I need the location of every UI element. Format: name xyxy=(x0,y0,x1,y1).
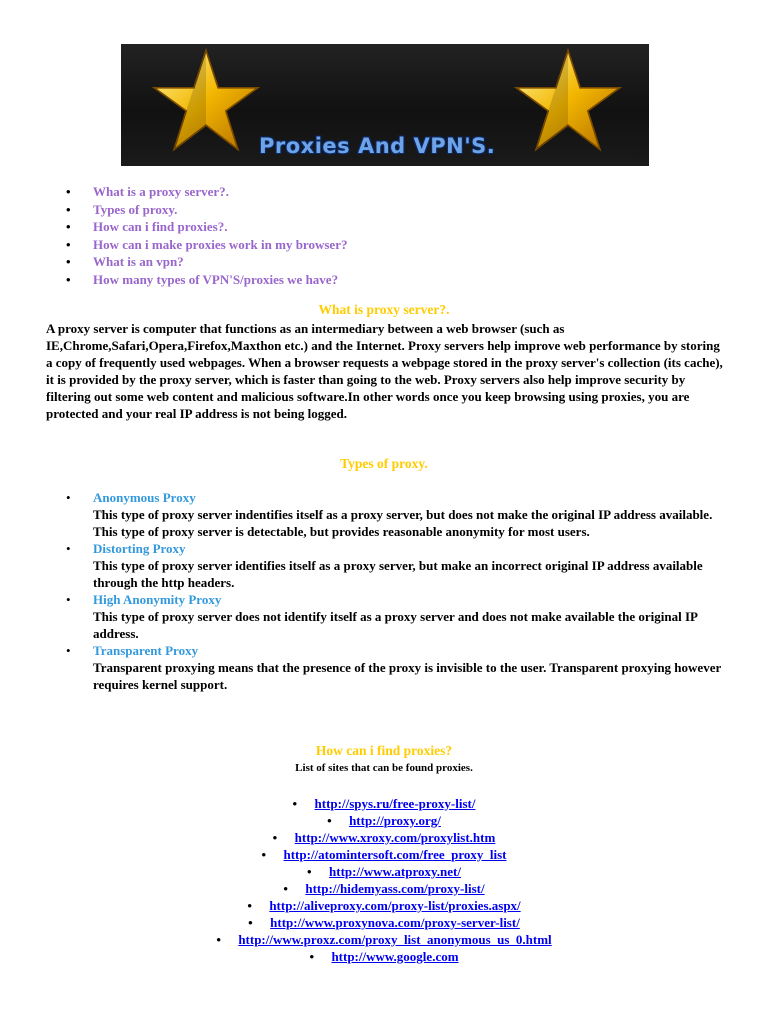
banner-title: Proxies And VPN'S. xyxy=(259,134,496,158)
proxy-server-paragraph: A proxy server is computer that functions as an intermediary between a web browser (such as IE,Chrome,Safari,Opera,Firefox,Maxthon etc.) and the Internet. Proxy servers help improve web performance by storing a copy of frequently used webpages. When a browser requests a webpage stored in the proxy server's collection (its cache), it is provided by the proxy server, which is faster than going to the web. Proxy servers also help improve security by filtering out some web content and malicious software.In other words once you keep browsing using proxies, you are protected and your real IP address is not being logged. xyxy=(46,321,723,421)
proxy-sites-list xyxy=(0,795,768,965)
list-item: • http://www.xroxy.com/proxylist.htm xyxy=(272,830,496,845)
section-heading-proxy-server: What is proxy server?. xyxy=(318,302,450,317)
proxy-site-link[interactable]: http://www.proxz.com/proxy_list_anonymous_us_0.html xyxy=(238,932,552,947)
list-item: • http://spys.ru/free-proxy-list/ xyxy=(292,796,476,811)
proxy-site-link[interactable]: http://spys.ru/free-proxy-list/ xyxy=(314,796,476,811)
proxy-site-link[interactable]: http://hidemyass.com/proxy-list/ xyxy=(305,881,485,896)
list-item: • http://aliveproxy.com/proxy-list/proxies.aspx/ xyxy=(247,898,521,913)
proxy-type-description: Transparent proxying means that the presence of the proxy is invisible to the user. Transparent proxying however requires kernel support. xyxy=(93,660,722,692)
proxy-site-link[interactable]: http://www.proxynova.com/proxy-server-list/ xyxy=(270,915,520,930)
proxy-type-description: This type of proxy server does not identify itself as a proxy server and does not make available the original IP address. xyxy=(93,609,698,641)
proxy-types-list xyxy=(66,489,726,693)
table-of-contents xyxy=(66,183,347,288)
toc-item: • How can i find proxies?. xyxy=(66,218,347,236)
proxy-site-link[interactable]: http://www.google.com xyxy=(331,949,459,964)
links-subheading: List of sites that can be found proxies. xyxy=(295,762,473,774)
list-item: • http://www.atproxy.net/ xyxy=(307,864,461,879)
list-item xyxy=(66,642,726,693)
list-item: • http://proxy.org/ xyxy=(327,813,441,828)
proxy-type-name: • Distorting Proxy xyxy=(93,541,186,556)
toc-item: • Types of proxy. xyxy=(66,201,347,219)
proxy-type-description: This type of proxy server indentifies itself as a proxy server, but does not make the original IP address available. This type of proxy server is detectable, but provides reasonable anonymity for most users. xyxy=(93,507,713,539)
list-item xyxy=(66,489,726,540)
toc-item: • How many types of VPN'S/proxies we have? xyxy=(66,271,347,289)
list-item xyxy=(66,540,726,591)
list-item: • http://atomintersoft.com/free_proxy_list xyxy=(261,847,507,862)
proxy-type-name: • High Anonymity Proxy xyxy=(93,592,222,607)
toc-item: • What is a proxy server?. xyxy=(66,183,347,201)
gold-star-icon xyxy=(151,46,261,156)
proxy-site-link[interactable]: http://aliveproxy.com/proxy-list/proxies.aspx/ xyxy=(269,898,521,913)
section-heading-types: Types of proxy. xyxy=(340,456,428,471)
banner xyxy=(121,44,649,166)
list-item: • http://www.proxz.com/proxy_list_anonymous_us_0.html xyxy=(216,932,552,947)
proxy-type-name: • Transparent Proxy xyxy=(93,643,199,658)
list-item: • http://www.proxynova.com/proxy-server-list/ xyxy=(248,915,520,930)
toc-item: • How can i make proxies work in my browser? xyxy=(66,236,347,254)
gold-star-icon xyxy=(513,46,623,156)
proxy-type-description: This type of proxy server identifies itself as a proxy server, but make an incorrect original IP address available through the http headers. xyxy=(93,558,703,590)
toc-item: • What is an vpn? xyxy=(66,253,347,271)
proxy-site-link[interactable]: http://atomintersoft.com/free_proxy_list xyxy=(283,847,507,862)
list-item: • http://www.google.com xyxy=(309,949,459,964)
proxy-type-name: • Anonymous Proxy xyxy=(93,490,196,505)
list-item: • http://hidemyass.com/proxy-list/ xyxy=(283,881,485,896)
proxy-site-link[interactable]: http://www.xroxy.com/proxylist.htm xyxy=(294,830,496,845)
proxy-site-link[interactable]: http://proxy.org/ xyxy=(349,813,441,828)
proxy-site-link[interactable]: http://www.atproxy.net/ xyxy=(329,864,461,879)
section-heading-find-proxies: How can i find proxies? xyxy=(315,743,453,758)
list-item xyxy=(66,591,726,642)
